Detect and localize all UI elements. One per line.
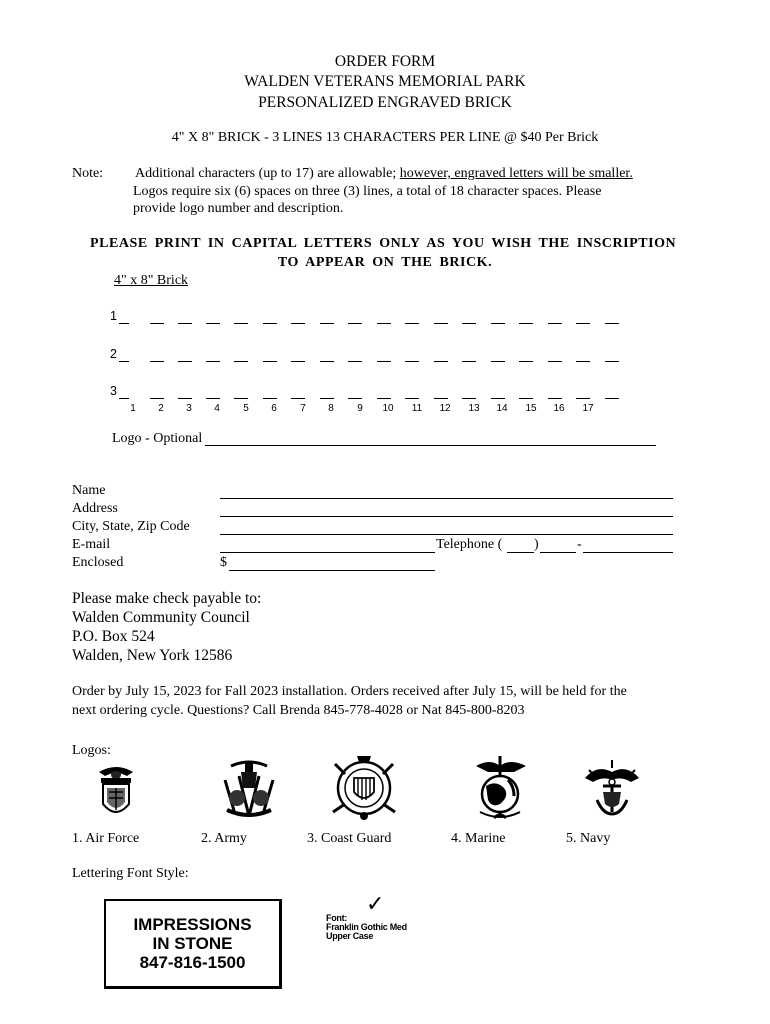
address-label: Address — [72, 501, 118, 516]
brick-label: 4" x 8" Brick — [114, 273, 189, 288]
note-line-3: provide logo number and description. — [133, 201, 344, 216]
character-slot[interactable] — [462, 398, 476, 399]
stamp-line-2: IN STONE — [152, 934, 233, 953]
column-number: 13 — [468, 403, 480, 414]
column-number: 4 — [214, 403, 220, 414]
character-slot[interactable] — [434, 398, 448, 399]
marine-emblem-icon[interactable] — [470, 752, 532, 820]
instruction-line-2: TO APPEAR ON THE BRICK. — [277, 255, 493, 270]
character-slot[interactable] — [491, 398, 505, 399]
character-slot[interactable] — [150, 323, 164, 324]
city-label: City, State, Zip Code — [72, 519, 190, 534]
character-slot[interactable] — [348, 323, 362, 324]
payee-po-box: P.O. Box 524 — [72, 628, 155, 645]
character-slot[interactable] — [519, 361, 533, 362]
column-number: 2 — [158, 403, 164, 414]
city-field[interactable] — [220, 534, 673, 535]
air-force-emblem-icon[interactable] — [95, 762, 137, 824]
column-number: 3 — [186, 403, 192, 414]
character-slot[interactable] — [320, 323, 334, 324]
character-slot[interactable] — [263, 361, 277, 362]
character-slot[interactable] — [462, 361, 476, 362]
character-slot[interactable] — [291, 361, 305, 362]
character-slot[interactable] — [491, 361, 505, 362]
column-number: 8 — [328, 403, 334, 414]
character-slot[interactable] — [263, 398, 277, 399]
character-slot[interactable] — [605, 323, 619, 324]
note-text: Additional characters (up to 17) are allowable; — [135, 166, 400, 181]
character-slot[interactable] — [206, 323, 220, 324]
character-slot[interactable] — [405, 398, 419, 399]
character-slot[interactable] — [234, 323, 248, 324]
logo-label-navy: 5. Navy — [566, 831, 611, 846]
payable-to: Please make check payable to: — [72, 590, 262, 607]
column-number: 6 — [271, 403, 277, 414]
note-label: Note: — [72, 166, 104, 181]
tel-dash: - — [577, 537, 582, 552]
character-slot[interactable] — [320, 398, 334, 399]
phone-prefix-field[interactable] — [540, 552, 576, 553]
checkmark-icon: ✓ — [366, 892, 385, 917]
character-slot[interactable] — [462, 323, 476, 324]
font-note-line-1: Font: — [326, 913, 347, 923]
phone-number-field[interactable] — [583, 552, 673, 553]
character-slot[interactable] — [206, 398, 220, 399]
enclosed-label: Enclosed — [72, 555, 124, 570]
coast-guard-emblem-icon[interactable] — [325, 752, 403, 822]
area-code-field[interactable] — [507, 552, 534, 553]
instruction-line-1: PLEASE PRINT IN CAPITAL LETTERS ONLY AS YOU WISH THE INSCRIPTION — [90, 236, 677, 251]
note-line-1 — [135, 166, 633, 182]
character-slot[interactable] — [434, 323, 448, 324]
stamp-line-1: IMPRESSIONS — [133, 915, 252, 934]
column-number: 5 — [243, 403, 249, 414]
character-slot[interactable] — [206, 361, 220, 362]
form-title: ORDER FORM — [334, 53, 436, 70]
telephone-label: Telephone ( — [436, 537, 503, 552]
note-line-2: Logos require six (6) spaces on three (3) lines, a total of 18 character spaces. Please — [133, 184, 602, 199]
character-slot[interactable] — [234, 398, 248, 399]
character-slot[interactable] — [576, 361, 590, 362]
character-slot[interactable] — [178, 361, 192, 362]
column-number: 1 — [130, 403, 136, 414]
column-number: 17 — [582, 403, 594, 414]
column-number: 12 — [439, 403, 451, 414]
character-slot[interactable] — [263, 323, 277, 324]
logo-label-army: 2. Army — [201, 831, 247, 846]
font-note-line-2: Franklin Gothic Med — [326, 922, 407, 932]
brick-row-lead-line — [119, 323, 129, 324]
font-note-line-3: Upper Case — [326, 931, 374, 941]
character-slot[interactable] — [348, 361, 362, 362]
dollar-sign: $ — [220, 555, 227, 570]
character-slot[interactable] — [348, 398, 362, 399]
character-slot[interactable] — [291, 398, 305, 399]
column-number: 9 — [357, 403, 363, 414]
character-slot[interactable] — [150, 361, 164, 362]
character-slot[interactable] — [377, 361, 391, 362]
character-slot[interactable] — [576, 323, 590, 324]
column-number: 14 — [496, 403, 508, 414]
name-label: Name — [72, 483, 106, 498]
character-slot[interactable] — [234, 361, 248, 362]
lettering-title: Lettering Font Style: — [72, 866, 189, 881]
character-slot[interactable] — [519, 398, 533, 399]
brick-row-lead-line — [119, 398, 129, 399]
column-number: 11 — [411, 403, 423, 414]
payee-name: Walden Community Council — [72, 609, 250, 626]
brick-row-lead-line — [119, 361, 129, 362]
enclosed-amount-field[interactable] — [229, 570, 435, 571]
column-number: 16 — [553, 403, 565, 414]
character-slot[interactable] — [178, 398, 192, 399]
column-number: 7 — [300, 403, 306, 414]
navy-emblem-icon[interactable] — [583, 758, 641, 820]
character-slot[interactable] — [320, 361, 334, 362]
font-style-note — [326, 914, 407, 941]
logo-label-coast-guard: 3. Coast Guard — [307, 831, 392, 846]
character-slot[interactable] — [291, 323, 305, 324]
tel-close-paren: ) — [534, 537, 539, 552]
email-field[interactable] — [220, 552, 435, 553]
order-questions: next ordering cycle. Questions? Call Brenda 845-778-4028 or Nat 845-800-8203 — [72, 703, 525, 718]
character-slot[interactable] — [377, 323, 391, 324]
logo-optional-label: Logo - Optional — [112, 431, 203, 446]
email-label: E-mail — [72, 537, 111, 552]
brick-row-number: 3 — [110, 384, 117, 398]
character-slot[interactable] — [405, 323, 419, 324]
character-slot[interactable] — [519, 323, 533, 324]
brick-spec: 4" X 8" BRICK - 3 LINES 13 CHARACTERS PER LINE @ $40 Per Brick — [171, 130, 599, 145]
column-number: 10 — [382, 403, 394, 414]
note-warning: however, engraved letters will be smaller. — [399, 166, 633, 181]
character-slot[interactable] — [150, 398, 164, 399]
character-slot[interactable] — [548, 398, 562, 399]
character-slot[interactable] — [178, 323, 192, 324]
character-slot[interactable] — [548, 361, 562, 362]
impressions-in-stone-stamp — [104, 899, 282, 989]
logo-label-marine: 4. Marine — [451, 831, 506, 846]
brick-row-number: 1 — [110, 309, 117, 323]
address-field[interactable] — [220, 516, 673, 517]
form-subtitle: PERSONALIZED ENGRAVED BRICK — [258, 94, 512, 111]
name-field[interactable] — [220, 498, 673, 499]
logo-label-air-force: 1. Air Force — [72, 831, 140, 846]
park-name: WALDEN VETERANS MEMORIAL PARK — [244, 73, 526, 90]
character-slot[interactable] — [491, 323, 505, 324]
order-deadline: Order by July 15, 2023 for Fall 2023 installation. Orders received after July 15, will be held for the — [72, 684, 627, 699]
army-emblem-icon[interactable] — [221, 758, 277, 820]
character-slot[interactable] — [605, 361, 619, 362]
character-slot[interactable] — [377, 398, 391, 399]
brick-row-number: 2 — [110, 347, 117, 361]
character-slot[interactable] — [434, 361, 448, 362]
column-number: 15 — [525, 403, 537, 414]
logo-optional-line[interactable] — [205, 445, 656, 446]
character-slot[interactable] — [605, 398, 619, 399]
payee-city: Walden, New York 12586 — [72, 647, 233, 664]
stamp-line-3: 847-816-1500 — [139, 953, 246, 972]
character-slot[interactable] — [576, 398, 590, 399]
character-slot[interactable] — [405, 361, 419, 362]
logos-title: Logos: — [72, 743, 111, 758]
character-slot[interactable] — [548, 323, 562, 324]
